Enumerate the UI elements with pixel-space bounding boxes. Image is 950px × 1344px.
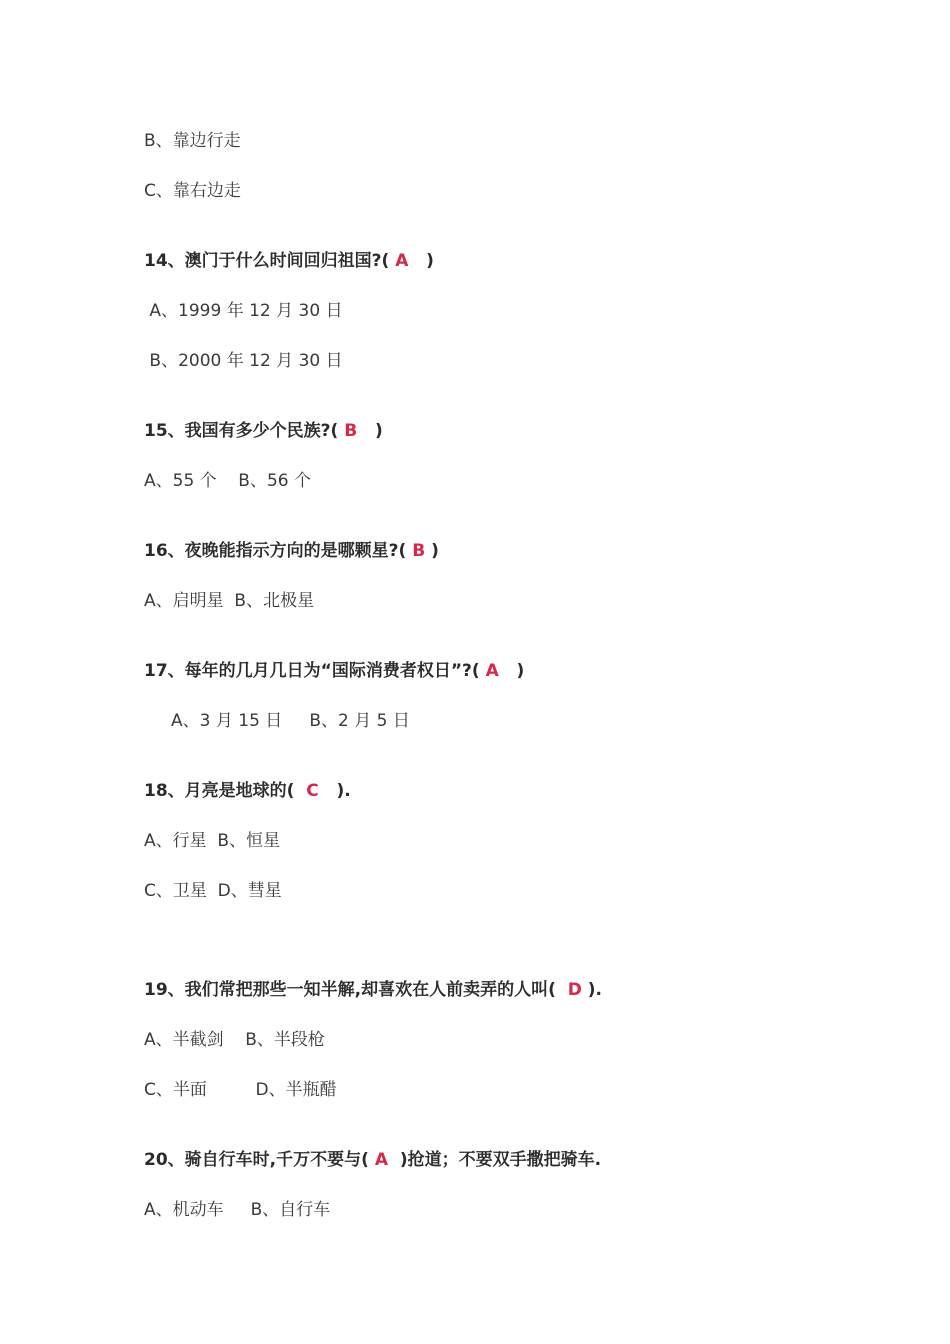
option-line: A、启明星 B、北极星: [144, 591, 315, 611]
option-line: A、行星 B、恒星: [144, 831, 281, 851]
question-text-end: ): [408, 251, 434, 271]
question-15: [144, 420, 383, 442]
question-14: [144, 250, 434, 272]
question-text: 14、澳门于什么时间回归祖国?(: [144, 251, 396, 271]
answer-mark: A: [374, 1150, 388, 1170]
answer-mark: B: [412, 541, 426, 561]
answer-mark: A: [485, 661, 499, 681]
answer-mark: C: [306, 781, 319, 801]
question-16: [144, 540, 439, 562]
question-text-end: ): [425, 541, 439, 561]
option-line: A、机动车 B、自行车: [144, 1200, 331, 1220]
option-line: C、靠右边走: [144, 181, 241, 201]
option-line: B、2000 年 12 月 30 日: [144, 351, 343, 371]
option-line: A、半截剑 B、半段枪: [144, 1030, 325, 1050]
question-text: 19、我们常把那些一知半解,却喜欢在人前卖弄的人叫(: [144, 980, 568, 1000]
question-text-end: ): [498, 661, 525, 681]
question-text: 20、骑自行车时,千万不要与(: [144, 1150, 375, 1170]
answer-mark: B: [344, 421, 358, 441]
question-18: [144, 780, 351, 802]
question-text-end: ): [357, 421, 383, 441]
question-text: 18、月亮是地球的(: [144, 781, 307, 801]
question-20: [144, 1149, 601, 1171]
option-line: A、1999 年 12 月 30 日: [144, 301, 343, 321]
question-17: [144, 660, 524, 682]
question-text: 17、每年的几月几日为“国际消费者权日”?(: [144, 661, 486, 681]
option-line: A、3 月 15 日 B、2 月 5 日: [144, 711, 410, 731]
question-text: 16、夜晚能指示方向的是哪颗星?(: [144, 541, 413, 561]
option-line: B、靠边行走: [144, 131, 241, 151]
question-19: [144, 979, 602, 1001]
question-text-end: ).: [318, 781, 351, 801]
answer-mark: D: [567, 980, 582, 1000]
option-line: C、半面 D、半瓶醋: [144, 1080, 337, 1100]
question-text: 15、我国有多少个民族?(: [144, 421, 345, 441]
question-text-end: )抢道；不要双手撒把骑车.: [387, 1150, 602, 1170]
option-line: A、55 个 B、56 个: [144, 471, 311, 491]
question-text-end: ).: [581, 980, 603, 1000]
answer-mark: A: [395, 251, 409, 271]
option-line: C、卫星 D、彗星: [144, 881, 282, 901]
